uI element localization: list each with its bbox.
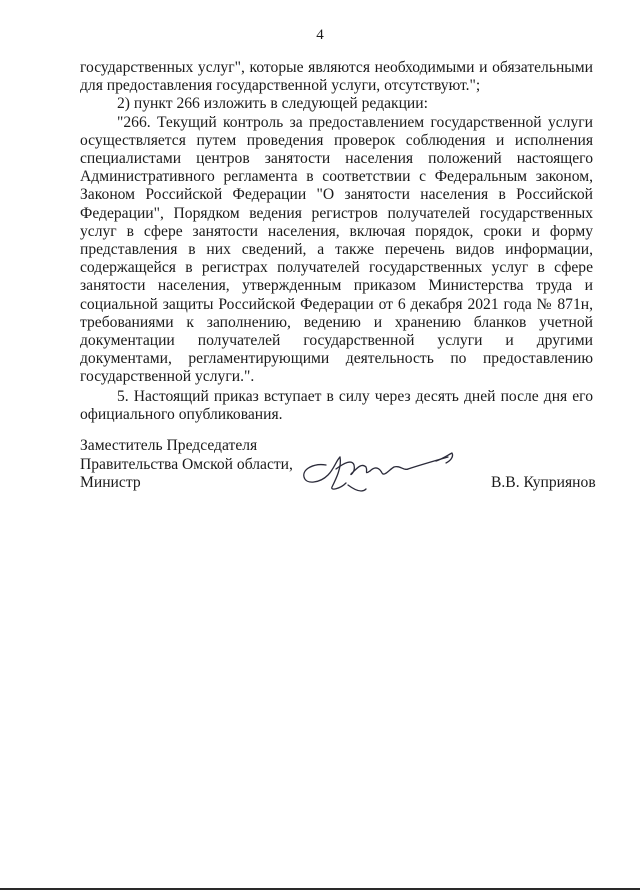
signatory-title-line: Правительства Омской области, bbox=[80, 455, 293, 473]
paragraph-item-5: 5. Настоящий приказ вступает в силу через десять дней после дня его официального опубликования. bbox=[80, 387, 593, 423]
signatory-title-line: Заместитель Председателя bbox=[80, 437, 258, 454]
paragraph-continuation: государственных услуг", которые являются необходимыми и обязательными для предоставления государственной услуги, отсутствуют."; bbox=[80, 59, 593, 95]
document-body bbox=[80, 59, 593, 424]
bottom-divider bbox=[0, 888, 640, 890]
signatory-title-line: Министр bbox=[80, 474, 141, 492]
paragraph-clause-266: "266. Текущий контроль за предоставлением государственной услуги осуществляется путем проведения проверок соблюдения и исполнения специалистами центров занятости населения положений настоящего Административного регламента в соответствии с Федеральным законом, Законом Российской Федерации "О занятости населения в Российской Федерации", Порядком ведения регистров получателей государственных услуг в сфере занятости населения, включая порядок, сроки и форму представления в них сведений, а также перечень видов информации, содержащейся в регистрах получателей государственных услуг в сфере занятости населения, утвержденным приказом Министерства труда и социальной защиты Российской Федерации от 6 декабря 2021 года № 871н, требованиями к заполнению, ведению и хранению бланков учетной документации получателей государственной услуги и другими документами, регламентирующими деятельность по предоставлению государственной услуги.". bbox=[80, 113, 593, 386]
paragraph-item-2: 2) пункт 266 изложить в следующей редакции: bbox=[117, 95, 428, 113]
signatory-name: В.В. Куприянов bbox=[491, 474, 596, 491]
handwritten-signature bbox=[296, 443, 461, 495]
page-number: 4 bbox=[316, 27, 324, 43]
signatory-title bbox=[80, 437, 310, 493]
